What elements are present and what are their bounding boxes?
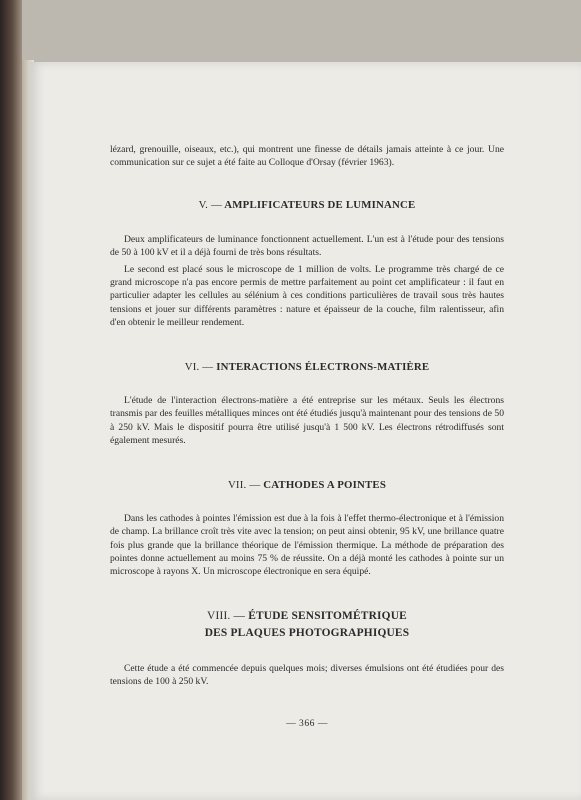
section-numeral: VIII. —: [207, 610, 246, 623]
page-content: [110, 143, 504, 730]
section-title: ÉTUDE SENSITOMÉTRIQUE: [248, 610, 407, 623]
paragraph: Cette étude a été commencée depuis quelques mois; diverses émulsions ont été étudiées pour des tensions de 100 à 250 kV.: [110, 663, 504, 688]
paragraph: Le second est placé sous le microscope de 1 million de volts. Le programme très chargé de ce grand microscope n'a pas encore permis de mettre parfaitement au point cet amplificateur : il faut en particulier adapter les cellules au sélénium à ces conditions particulières de travail sous très hautes tensions et jouer sur différents paramètres : nature et épaisseur de la couche, film ralentisseur, afin d'en obtenir le meilleur rendement.: [110, 264, 504, 328]
page-number: — 366 —: [286, 717, 328, 729]
section-title: AMPLIFICATEURS DE LUMINANCE: [224, 199, 416, 212]
paragraph: Deux amplificateurs de luminance fonctionnent actuellement. L'un est à l'étude pour des tensions de 50 à 100 kV et il a déjà fourni de très bons résultats.: [110, 233, 504, 258]
section-numeral: VII. —: [227, 479, 261, 492]
section-heading-vi: [110, 361, 504, 374]
section-numeral: VI. —: [184, 361, 214, 374]
paragraph: L'étude de l'interaction électrons-matière a été entreprise sur les métaux. Seuls les électrons transmis par des feuilles métalliques minces ont été étudiés jusqu'à maintenant pour des tensions de 50 à 250 kV. Mais le dispositif pourra être utilisé jusqu'à 1 500 kV. Les électrons rétrodiffusés sont également mesurés.: [110, 395, 504, 446]
section-heading-vii: [110, 479, 504, 492]
background-top: [22, 0, 581, 62]
intro-paragraph: lézard, grenouille, oiseaux, etc.), qui montrent une finesse de détails jamais atteinte à ce jour. Une communication sur ce sujet a été faite au Colloque d'Orsay (février 1963).: [110, 144, 504, 169]
section-heading-v: [110, 199, 504, 212]
book-spine: [0, 0, 22, 800]
section-numeral: V. —: [198, 199, 222, 212]
section-heading-viii: [110, 608, 504, 642]
section-title: INTERACTIONS ÉLECTRONS-MATIÈRE: [216, 361, 430, 374]
section-title-line2: DES PLAQUES PHOTOGRAPHIQUES: [204, 627, 410, 640]
paragraph: Dans les cathodes à pointes l'émission est due à la fois à l'effet thermo-électronique et à l'émission de champ. La brillance croît très vite avec la tension; on peut ainsi obtenir, 95 kV, une brillance quatre fois plus grande que la brillance théorique de l'émission thermique. La méthode de préparation des pointes donne actuellement au moins 75 % de réussite. On a déjà monté les cathodes à pointe sur un microscope à rayons X. Un microscope électronique en sera équipé.: [110, 513, 504, 578]
section-title: CATHODES A POINTES: [263, 479, 387, 492]
